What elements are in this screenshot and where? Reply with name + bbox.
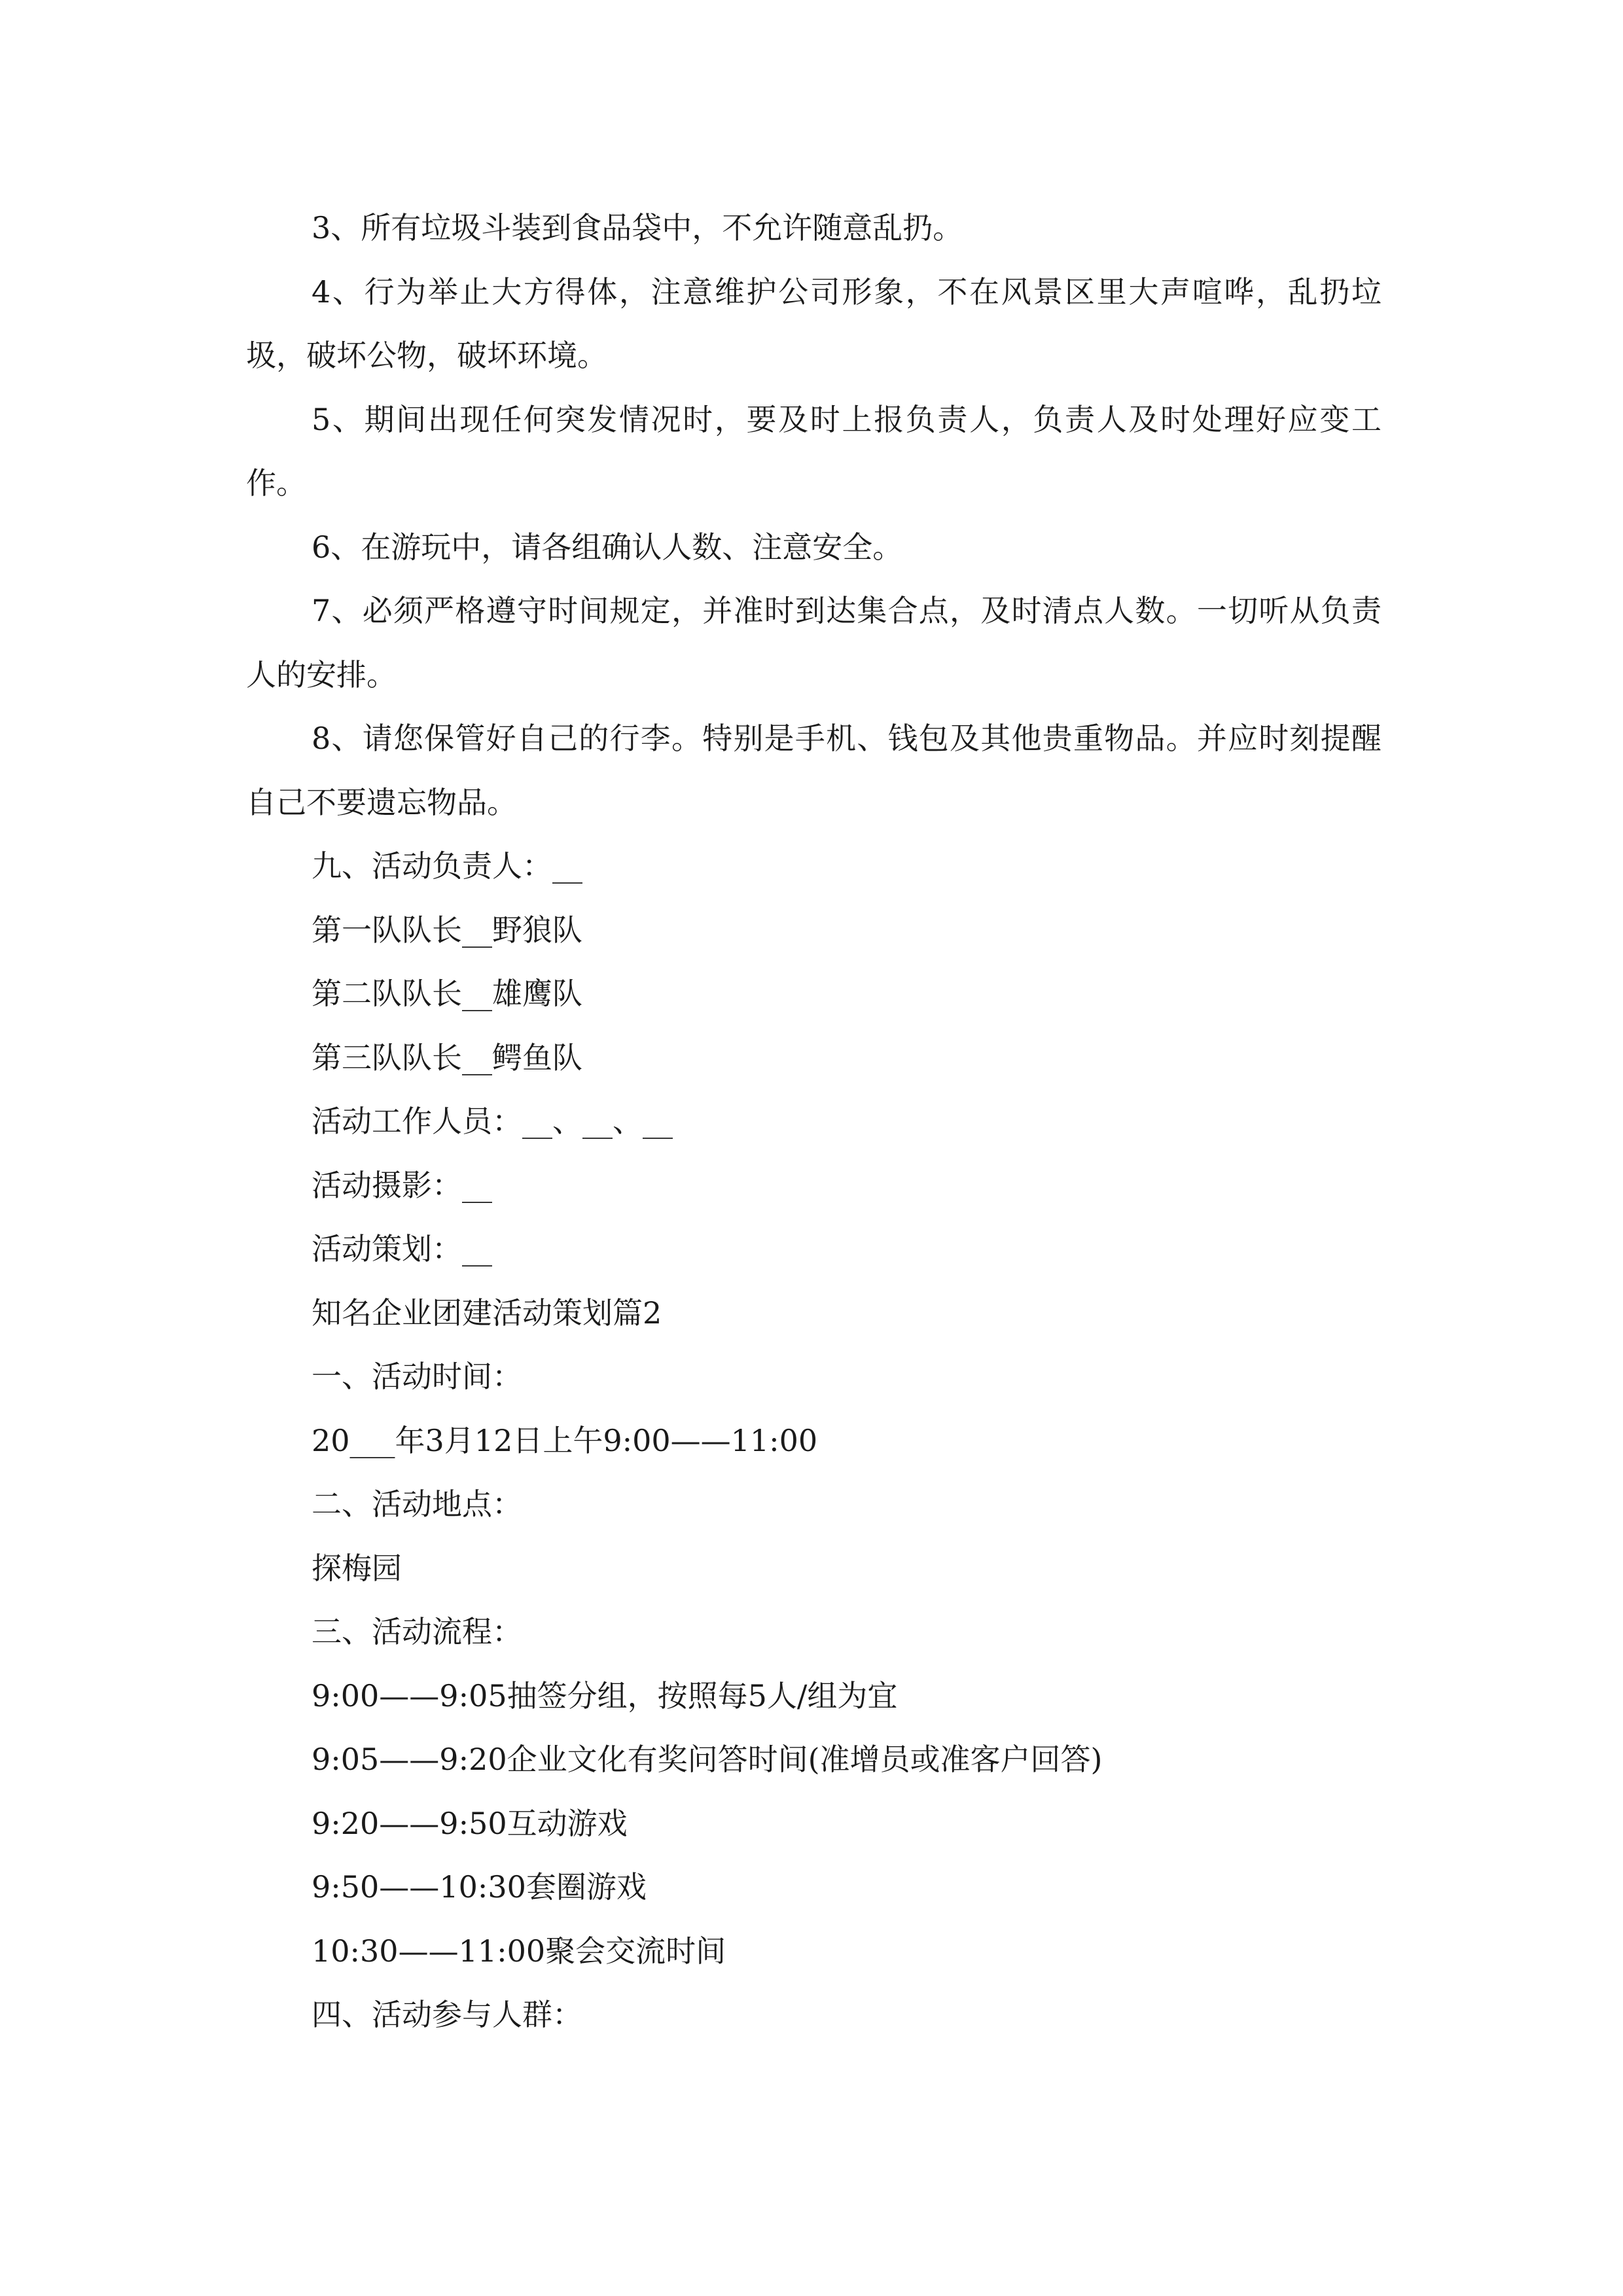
team-1-leader: 第一队队长__野狼队: [312, 912, 582, 948]
section-heading-organizer: 九、活动负责人：__: [312, 848, 582, 884]
schedule-item-4: 9:50——10:30套圈游戏: [312, 1869, 647, 1905]
schedule-item-1: 9:00——9:05抽签分组，按照每5人/组为宜: [312, 1677, 898, 1713]
article-title: 知名企业团建活动策划篇2: [312, 1295, 662, 1331]
planning-line: 活动策划：__: [312, 1231, 492, 1266]
paragraph-rule-8: 8、请您保管好自己的行李。特别是手机、钱包及其他贵重物品。并应时刻提醒自己不要遗忘物品。: [246, 721, 1382, 820]
section-heading-time: 一、活动时间：: [312, 1359, 522, 1394]
team-2-leader: 第二队队长__雄鹰队: [312, 976, 582, 1011]
paragraph-rule-6: 6、在游玩中，请各组确认人数、注意安全。: [312, 529, 903, 565]
staff-line: 活动工作人员：__、__、__: [312, 1103, 673, 1139]
paragraph-rule-7: 7、必须严格遵守时间规定，并准时到达集合点，及时清点人数。一切听从负责人的安排。: [246, 593, 1382, 692]
document-body: [246, 196, 1382, 2047]
schedule-item-3: 9:20——9:50互动游戏: [312, 1805, 628, 1841]
schedule-item-2: 9:05——9:20企业文化有奖问答时间(准增员或准客户回答): [312, 1742, 1103, 1777]
activity-location: 探梅园: [312, 1550, 402, 1586]
section-heading-schedule: 三、活动流程：: [312, 1614, 522, 1649]
section-heading-participants: 四、活动参与人群：: [312, 1997, 582, 2032]
section-heading-location: 二、活动地点：: [312, 1486, 522, 1522]
paragraph-rule-3: 3、所有垃圾斗装到食品袋中，不允许随意乱扔。: [312, 210, 963, 245]
paragraph-rule-5: 5、期间出现任何突发情况时，要及时上报负责人，负责人及时处理好应变工作。: [246, 401, 1382, 501]
activity-time: 20___年3月12日上午9:00——11:00: [312, 1422, 818, 1458]
photography-line: 活动摄影：__: [312, 1167, 492, 1203]
schedule-item-5: 10:30——11:00聚会交流时间: [312, 1933, 726, 1969]
paragraph-rule-4: 4、行为举止大方得体，注意维护公司形象，不在风景区里大声喧哗，乱扔垃圾，破坏公物，破坏环境。: [246, 274, 1382, 373]
team-3-leader: 第三队队长__鳄鱼队: [312, 1039, 582, 1075]
